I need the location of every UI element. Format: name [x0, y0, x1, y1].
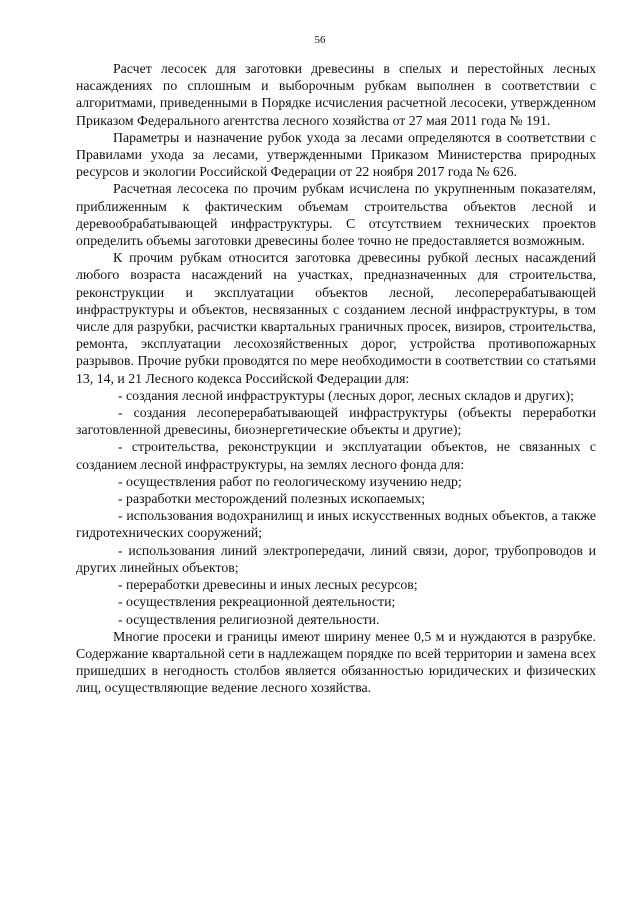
paragraph-other-felling-estimate: Расчетная лесосека по прочим рубкам исчислена по укрупненным показателям, приближенным к фактическим объемам строительства объектов лесной и деревообрабатывающей инфраструктуры. С отсутствием технических проектов определить объемы заготовки древесины более точно не предоставляется возможным. — [76, 181, 596, 249]
list-item: - создания лесной инфраструктуры (лесных дорог, лесных складов и других); — [118, 387, 574, 403]
paragraph-care-felling: Параметры и назначение рубок ухода за лесами определяются в соответствии с Правилами ухода за лесами, утвержденными Приказом Министерства природных ресурсов и экологии Российской Федерации от 22 ноября 2017 года № 626. — [76, 129, 596, 180]
list-item: - использования водохранилищ и иных искусственных водных объектов, а также гидротехнических сооружений; — [76, 508, 596, 541]
list-item: - использования линий электропередачи, линий связи, дорог, трубопроводов и других линейных объектов; — [76, 542, 596, 575]
paragraph-lesoseka-calculation: Расчет лесосек для заготовки древесины в спелых и перестойных лесных насаждениях по сплошным и выборочным рубкам выполнен в соответствии с алгоритмами, приведенными в Порядке исчисления расчетной лесосеки, утвержденном Приказом Федерального агентства лесного хозяйства от 27 мая 2011 года № 191. — [76, 61, 596, 128]
list-item: - строительства, реконструкции и эксплуатации объектов, не связанных с созданием лесной инфраструктуры, на землях лесного фонда для: — [76, 439, 596, 472]
document-body — [76, 60, 596, 697]
list-item: - осуществления религиозной деятельности. — [118, 611, 380, 627]
list-item: - осуществления рекреационной деятельности; — [118, 594, 396, 610]
page-number: 56 — [314, 34, 326, 46]
list-item: - разработки месторождений полезных ископаемых; — [118, 491, 426, 507]
list-item: - создания лесоперерабатывающей инфраструктуры (объекты переработки заготовленной древесины, биоэнергетические объекты и другие); — [76, 405, 596, 438]
paragraph-clearings-maintenance: Многие просеки и границы имеют ширину менее 0,5 м и нуждаются в разрубке. Содержание квартальной сети в надлежащем порядке по всей территории и замена всех пришедших в негодность столбов является обязанностью юридических и физических лиц, осуществляющие ведение лесного хозяйства. — [76, 628, 596, 696]
list-item: - переработки древесины и иных лесных ресурсов; — [118, 577, 418, 593]
paragraph-other-felling-definition: К прочим рубкам относится заготовка древесины рубкой лесных насаждений любого возраста насаждений на участках, предназначенных для строительства, реконструкции и эксплуатации объектов лесной, лесоперерабатывающей инфраструктуры и объектов, несвязанных с созданием лесной инфраструктуры, в том числе для разрубки, расчистки квартальных граничных просек, визиров, строительства, ремонта, эксплуатации лесохозяйственных дорог, устройства противопожарных разрывов. Прочие рубки проводятся по мере необходимости в соответствии со статьями 13, 14, и 21 Лесного кодекса Российской Федерации для: — [76, 250, 596, 386]
list-item: - осуществления работ по геологическому изучению недр; — [118, 473, 462, 489]
